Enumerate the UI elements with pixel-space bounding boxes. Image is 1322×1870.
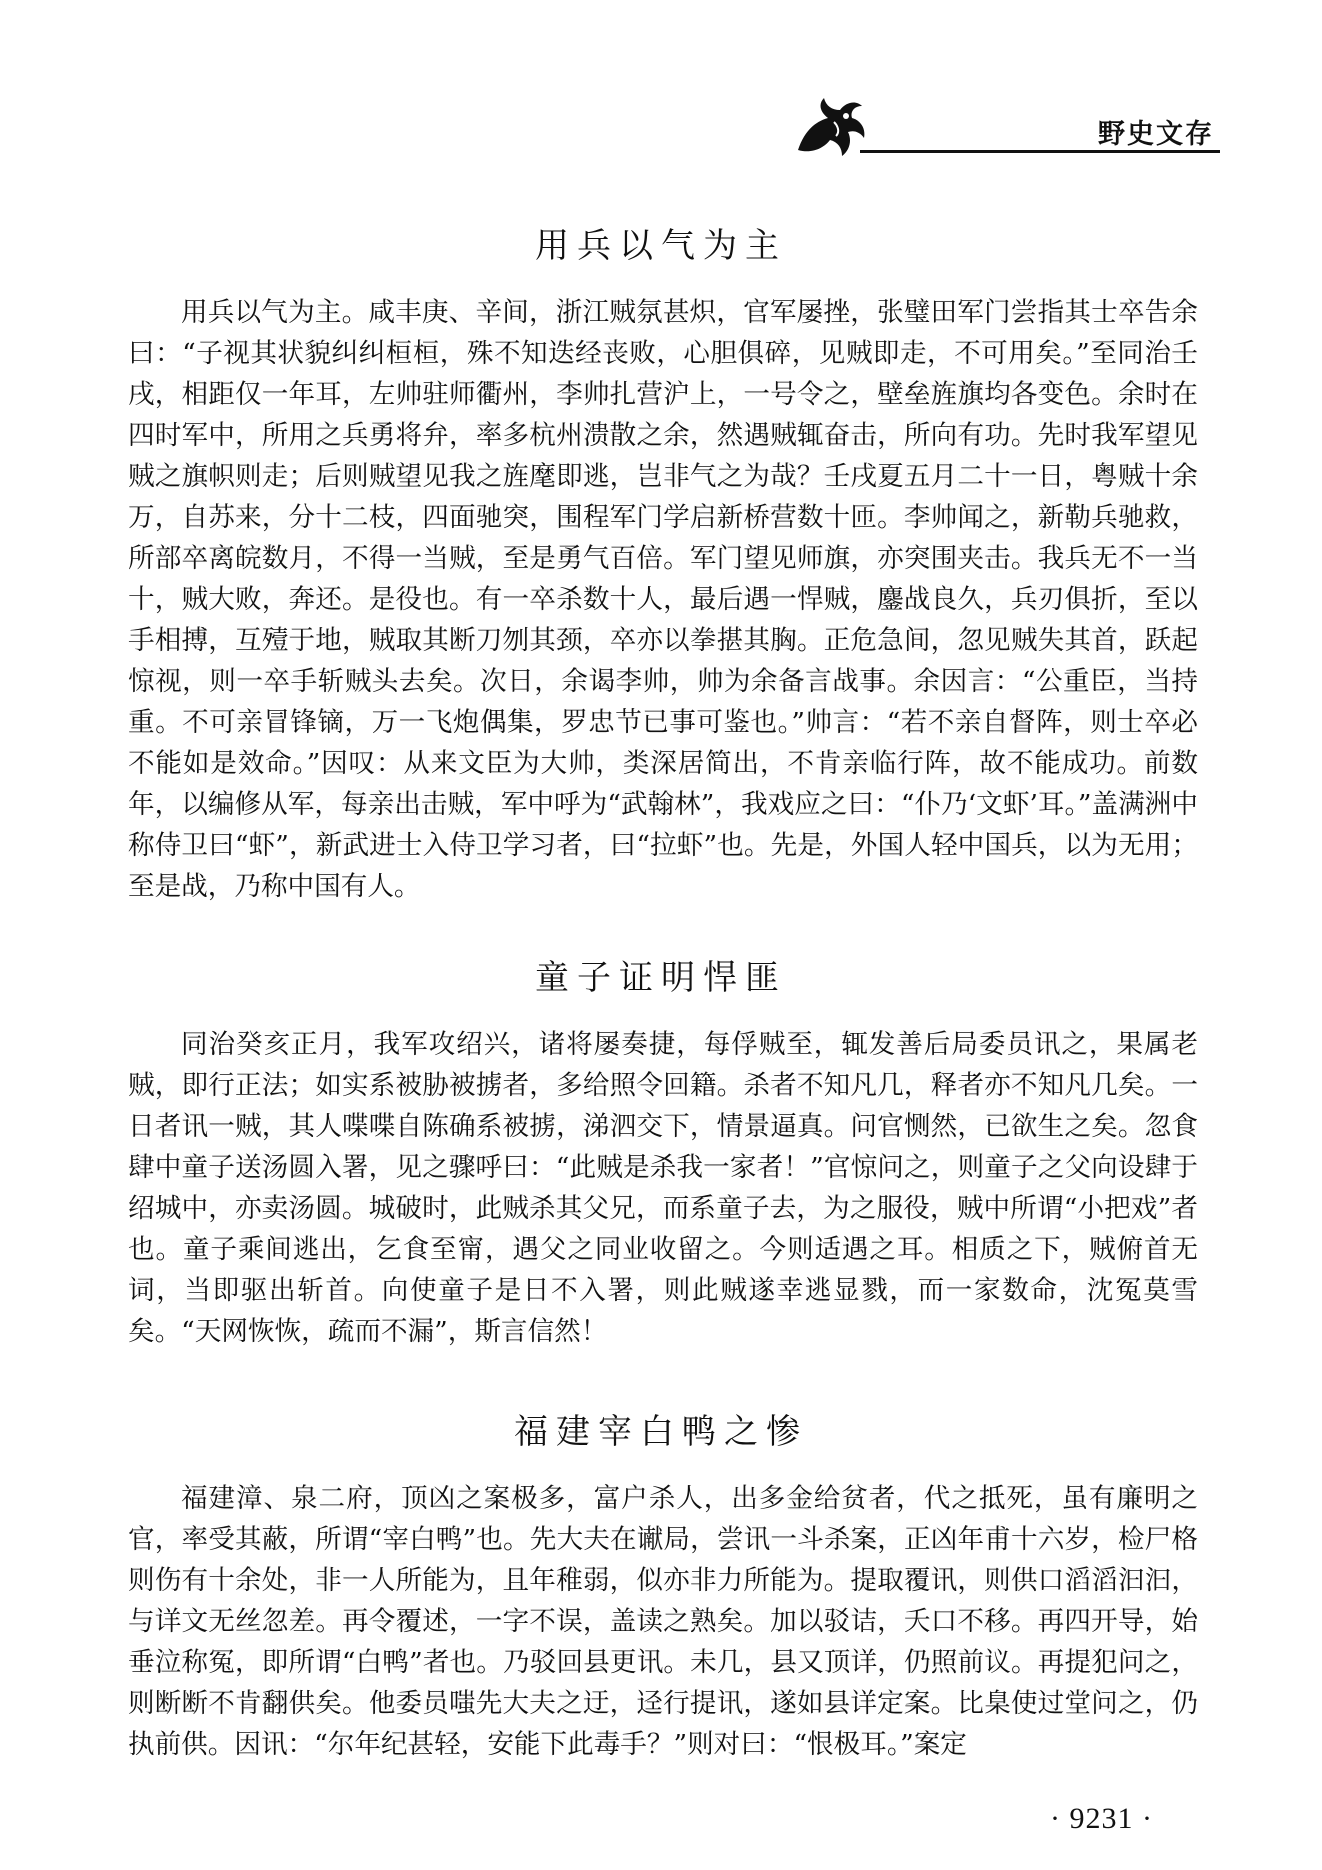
section-title: 用兵以气为主 [535,226,787,266]
page-number: · 9231 · [1050,1802,1153,1835]
dragon-emblem-icon [790,92,870,160]
running-header [790,92,1230,162]
section-title: 福建宰白鸭之惨 [514,1412,808,1452]
section-paragraph: 用兵以气为主。咸丰庚、辛间，浙江贼氛甚炽，官军屡挫，张璧田军门尝指其士卒告余曰：“子视其状貌纠纠桓桓，殊不知迭经丧败，心胆俱碎，见贼即走，不可用矣。”至同治壬戌，相距仅一年耳，左帅驻师衢州，李帅扎营沪上，一号令之，壁垒旌旗均各变色。余时在四时军中，所用之兵勇将弁，率多杭州溃散之余，然遇贼辄奋击，所向有功。先时我军望见贼之旗帜则走；后则贼望见我之旌麾即逃，岂非气之为哉？壬戌夏五月二十一日，粤贼十余万，自苏来，分十二枝，四面驰突，围程军门学启新桥营数十匝。李帅闻之，新勒兵驰救，所部卒离皖数月，不得一当贼，至是勇气百倍。军门望见师旗，亦突围夹击。我兵无不一当十，贼大败，奔还。是役也。有一卒杀数十人，最后遇一悍贼，鏖战良久，兵刃俱折，至以手相搏，互殪于地，贼取其断刀刎其颈，卒亦以拳揕其胸。正危急间，忽见贼失其首，跃起惊视，则一卒手斩贼头去矣。次日，余谒李帅，帅为余备言战事。余因言：“公重臣，当持重。不可亲冒锋镝，万一飞炮偶集，罗忠节已事可鉴也。”帅言：“若不亲自督阵，则士卒必不能如是效命。”因叹：从来文臣为大帅，类深居简出，不肯亲临行阵，故不能成功。前数年，以编修从军，每亲出击贼，军中呼为“武翰林”，我戏应之曰：“仆乃‘文虾’耳。”盖满洲中称侍卫曰“虾”，新武进士入侍卫学习者，曰“拉虾”也。先是，外国人轻中国兵，以为无用；至是战，乃称中国有人。 [128,297,1198,902]
section-paragraph: 福建漳、泉二府，顶凶之案极多，富户杀人，出多金给贫者，代之抵死，虽有廉明之官，率受其蔽，所谓“宰白鸭”也。先大夫在谳局，尝讯一斗杀案，正凶年甫十六岁，检尸格则伤有十余处，非一人所能为，且年稚弱，似亦非力所能为。提取覆讯，则供口滔滔汩汩，与详文无丝忽差。再令覆述，一字不误，盖读之熟矣。加以驳诘，夭口不移。再四开导，始垂泣称冤，即所谓“白鸭”者也。乃驳回县更讯。未几，县又顶详，仍照前议。再提犯问之，则断断不肯翻供矣。他委员嗤先大夫之迂，迳行提讯，遂如县详定案。比臬使过堂问之，仍执前供。因讯：“尔年纪甚轻，安能下此毒手？”则对曰：“恨极耳。”案定 [128,1483,1198,1760]
section-paragraph: 同治癸亥正月，我军攻绍兴，诸将屡奏捷，每俘贼至，辄发善后局委员讯之，果属老贼，即行正法；如实系被胁被掳者，多给照令回籍。杀者不知凡几，释者亦不知凡几矣。一日者讯一贼，其人喋喋自陈确系被掳，涕泗交下，情景逼真。问官恻然，已欲生之矣。忽食肆中童子送汤圆入署，见之骤呼曰：“此贼是杀我一家者！”官惊问之，则童子之父向设肆于绍城中，亦卖汤圆。城破时，此贼杀其父兄，而系童子去，为之服役，贼中所谓“小把戏”者也。童子乘间逃出，乞食至甯，遇父之同业收留之。今则适遇之耳。相质之下，贼俯首无词，当即驱出斩首。向使童子是日不入署，则此贼遂幸逃显戮，而一家数命，沈冤莫雪矣。“天网恢恢，疏而不漏”，斯言信然！ [128,1029,1198,1347]
series-title: 野史文存 [1098,119,1214,150]
section-title: 童子证明悍匪 [535,958,787,998]
